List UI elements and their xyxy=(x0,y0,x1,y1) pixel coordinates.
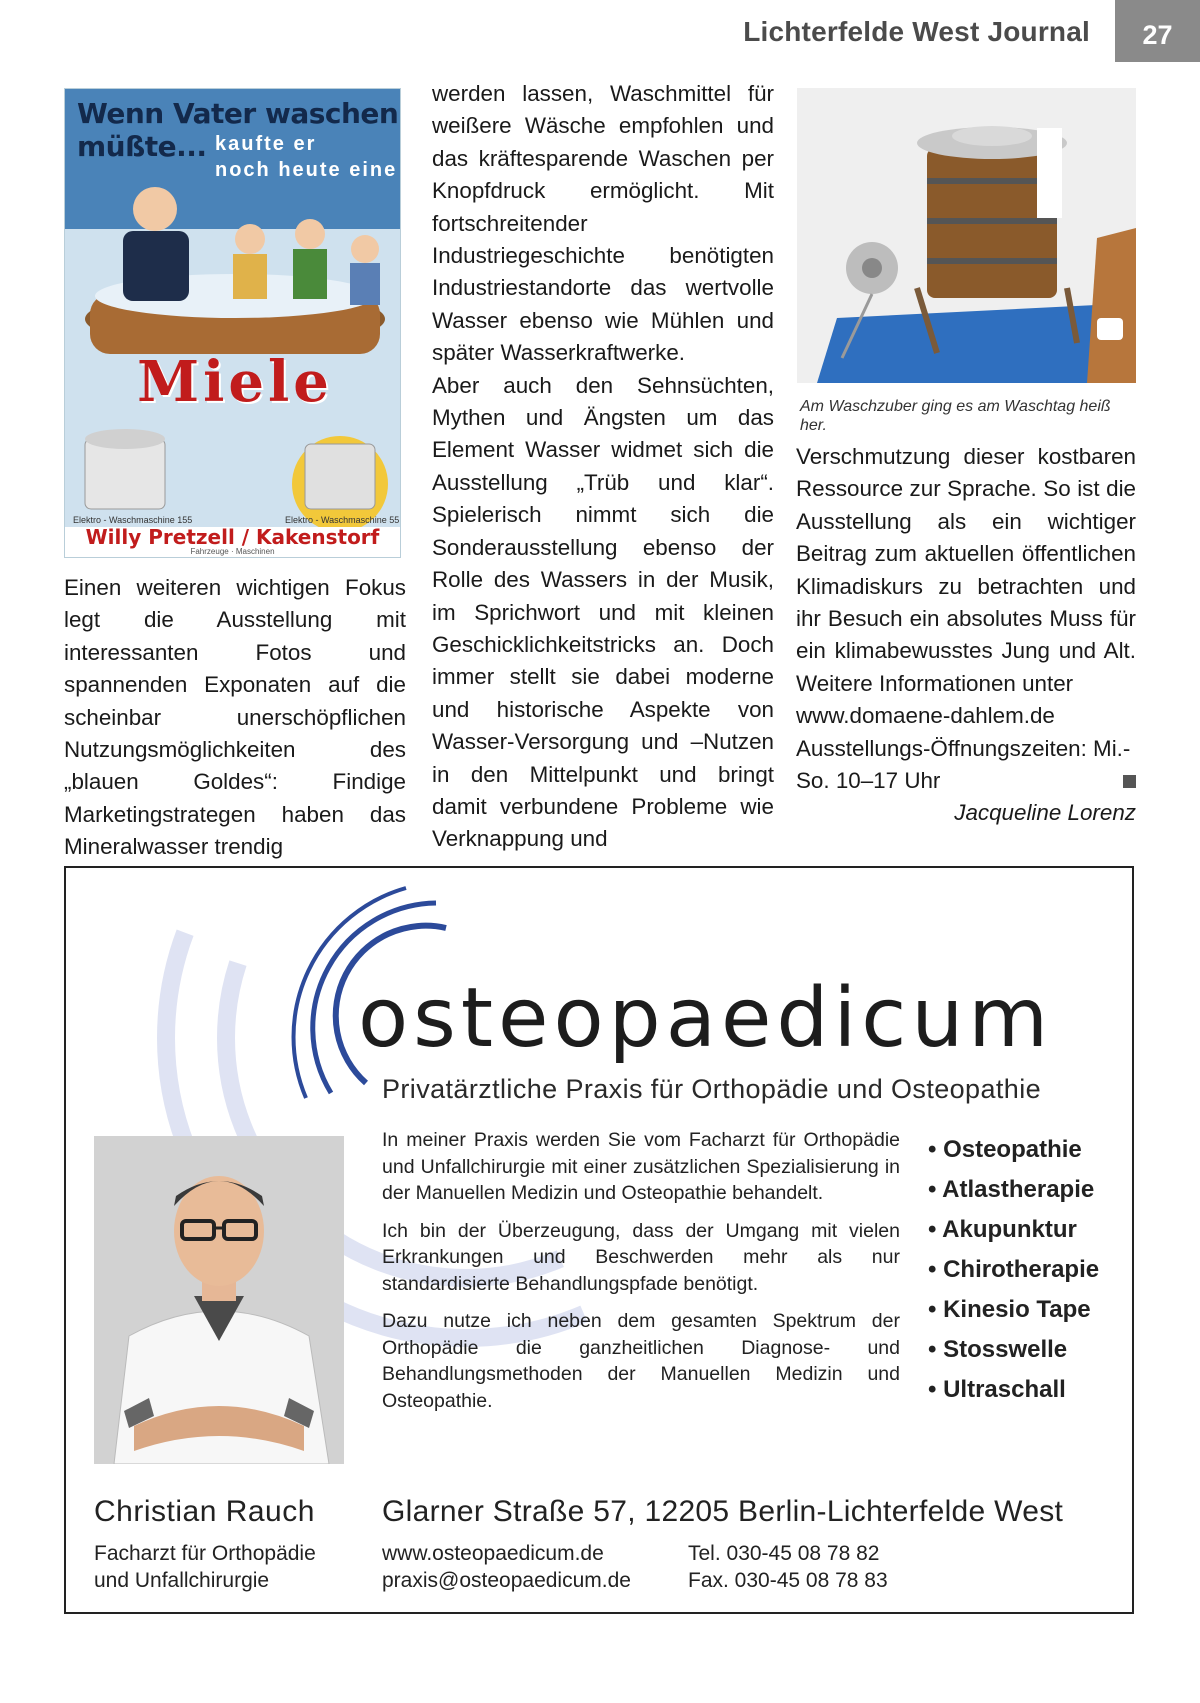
doctor-title-line: und Unfallchirurgie xyxy=(94,1569,270,1592)
miele-poster-image xyxy=(64,88,401,558)
article-column-2 xyxy=(432,78,774,856)
phone-number: Tel. 030-45 08 78 82 xyxy=(688,1542,880,1565)
doctor-title-line: Facharzt für Orthopädie xyxy=(94,1542,316,1565)
page-number-tab xyxy=(1115,0,1200,62)
website-link[interactable]: www.osteopaedicum.de xyxy=(382,1542,604,1565)
article-paragraph: Verschmutzung dieser kostbaren Ressource zur Sprache. So ist die Ausstellung als ein wichtiger Beitrag zum aktuellen öffentlichen Klimadiskurs zu betrachten und ihr Besuch ein absolutes Muss für ein klimabewusstes Jung und Alt. Weitere Informationen unter xyxy=(796,444,1136,696)
ad-paragraph: Dazu nutze ich neben dem gesamten Spektrum der Orthopädie die ganzheitlichen Diagnose- und Behandlungsmethoden der Manuellen Medizin und Osteopathie. xyxy=(382,1310,900,1412)
service-item: • Stosswelle xyxy=(928,1336,1068,1363)
doctor-name: Christian Rauch xyxy=(94,1495,315,1528)
article-author: Jacqueline Lorenz xyxy=(954,800,1136,826)
service-item: • Chirotherapie xyxy=(928,1256,1100,1283)
poster-subline-1: kaufte er xyxy=(215,133,317,155)
service-item: • Atlastherapie xyxy=(928,1176,1095,1203)
article-text: Einen weiteren wichtigen Fokus legt die Ausstellung mit interessanten Fotos und spannenden Exponaten auf die scheinbar unerschöpflichen Nutzungsmöglichkeiten des „blauen Goldes“: Findige Marketingstrategen haben das Mineralwasser trendig xyxy=(64,575,406,860)
poster-label-left: Elektro - Waschmaschine 155 xyxy=(73,515,193,525)
photo-caption: Am Waschzuber ging es am Waschtag heiß her. xyxy=(800,398,1111,434)
ad-paragraph: In meiner Praxis werden Sie vom Facharzt für Orthopädie und Unfallchirurgie mit einer zusätzlichen Spezialisierung in der Manuellen Medizin und Osteopathie behandelt. xyxy=(382,1129,900,1204)
service-item: • Kinesio Tape xyxy=(928,1296,1091,1323)
services-list xyxy=(928,1130,1128,1410)
article-column-3 xyxy=(796,441,1136,830)
phone-contacts xyxy=(688,1540,888,1594)
portrait-illustration xyxy=(94,1136,344,1464)
osteopaedicum-advertisement xyxy=(64,866,1134,1614)
opening-hours: Ausstellungs-Öffnungszeiten: Mi.-So. 10–17 Uhr xyxy=(796,735,1131,794)
poster-dealer: Willy Pretzell / Kakenstorf xyxy=(85,525,380,549)
poster-headline: Wenn Vater waschen müßte... xyxy=(77,97,399,163)
washtub-photo-illustration xyxy=(797,88,1136,383)
article-link[interactable]: www.domaene-dahlem.de xyxy=(796,703,1055,729)
online-contacts xyxy=(382,1540,631,1594)
article-paragraph: Aber auch den Sehnsüchten, Mythen und Ängsten um das Element Wasser widmet sich die Ausstellung „Trüb und klar“. Spielerisch nimmt sich die Sonderausstellung ebenso der Rolle des Wassers in der Musik, im Sprichwort und mit kleinen Geschicklichkeitstricks an. Doch immer stellt sie dabei moderne und historische Aspekte von Wasser-Versorgung und –Nutzen in den Mittelpunkt und bringt damit verbundene Probleme wie Verknappung und xyxy=(432,372,774,852)
doctor-title xyxy=(94,1540,316,1594)
article-paragraph: werden lassen, Waschmittel für weißere Wäsche empfohlen und das kräftesparende Waschen per Knopfdruck ermöglicht. Mit fortschreitender Industriegeschichte benötigten Industriestandorte das wertvolle Wasser ebenso wie Mühlen und später Wasserkraftwerke. xyxy=(432,81,774,366)
service-item: • Ultraschall xyxy=(928,1376,1066,1403)
ad-paragraph: Ich bin der Überzeugung, dass der Umgang mit vielen Erkrankungen und Beschwerden mehr als nur standardisierte Behandlungspfade benötigt. xyxy=(382,1219,900,1295)
poster-brand-logo: Miele xyxy=(137,349,333,415)
service-item: • Osteopathie xyxy=(928,1136,1082,1163)
poster-dealer-sub: Fahrzeuge · Maschinen xyxy=(190,547,275,556)
article-column-1 xyxy=(64,572,406,864)
end-of-article-mark xyxy=(1123,775,1136,788)
ad-tagline: Privatärztliche Praxis für Orthopädie und Osteopathie xyxy=(382,1074,1042,1104)
service-item: • Akupunktur xyxy=(928,1216,1077,1243)
poster-label-right: Elektro - Waschmaschine 55 xyxy=(285,515,400,525)
journal-title: Lichterfelde West Journal xyxy=(743,16,1090,47)
page-number: 27 xyxy=(1142,20,1173,50)
washtub-photo xyxy=(797,88,1136,383)
doctor-portrait xyxy=(94,1136,344,1464)
osteopaedicum-logo: osteopaedicum xyxy=(358,971,1054,1066)
poster-subline-2: noch heute eine xyxy=(215,159,398,181)
fax-number: Fax. 030-45 08 78 83 xyxy=(688,1569,888,1592)
email-link[interactable]: praxis@osteopaedicum.de xyxy=(382,1569,631,1592)
ad-body-text xyxy=(382,1127,900,1425)
practice-address: Glarner Straße 57, 12205 Berlin-Lichterfelde West xyxy=(382,1495,1064,1528)
